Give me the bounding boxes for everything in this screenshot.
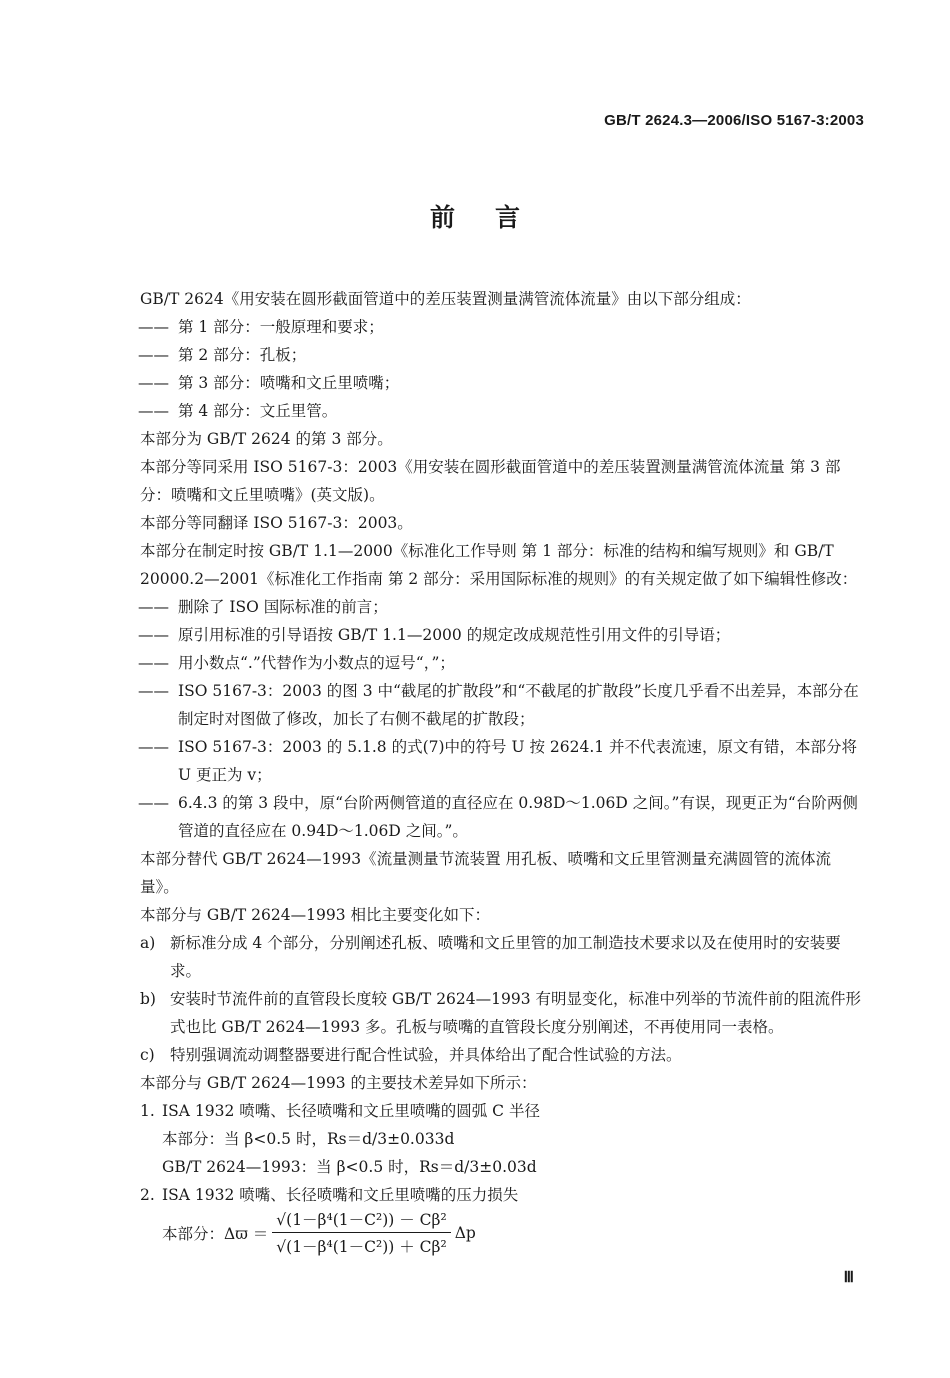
list-item: 1. ISA 1932 喷嘴、长径喷嘴和文丘里喷嘴的圆弧 C 半径 xyxy=(140,1097,865,1125)
list-item: —— 原引用标准的引导语按 GB/T 1.1—2000 的规定改成规范性引用文件的引导语； xyxy=(140,621,865,649)
paragraph: 本部分在制定时按 GB/T 1.1—2000《标准化工作导则 第 1 部分：标准的结构和编写规则》和 GB/T 20000.2—2001《标准化工作指南 第 2 部分：采用国际标准的规则》的有关规定做了如下编辑性修改： xyxy=(140,542,858,588)
list-item: 2. ISA 1932 喷嘴、长径喷嘴和文丘里喷嘴的压力损失 xyxy=(140,1181,865,1209)
dash-mark: —— xyxy=(138,626,169,644)
item-marker: 2. xyxy=(140,1186,155,1204)
formula-line: 本部分：当 β<0.5 时，Rs＝d/3±0.033d xyxy=(162,1130,455,1148)
dash-mark: —— xyxy=(138,346,169,364)
paragraph: 本部分与 GB/T 2624—1993 相比主要变化如下： xyxy=(140,906,491,924)
list-item: —— 6.4.3 的第 3 段中，原“台阶两侧管道的直径应在 0.98D～1.06D 之间。”有误，现更正为“台阶两侧管道的直径应在 0.94D～1.06D 之间。”。 xyxy=(140,789,865,845)
list-item: b) 安装时节流件前的直管段长度较 GB/T 2624—1993 有明显变化，标准中列举的节流件前的阻流件形式也比 GB/T 2624—1993 多。孔板与喷嘴的直管段长度分别阐述，不再使用同一表格。 xyxy=(140,985,865,1041)
list-item: a) 新标准分成 4 个部分，分别阐述孔板、喷嘴和文丘里管的加工制造技术要求以及在使用时的安装要求。 xyxy=(140,929,865,985)
item-marker: c) xyxy=(140,1046,155,1064)
list-item: —— 第 4 部分：文丘里管。 xyxy=(140,397,865,425)
paragraph: 本部分与 GB/T 2624—1993 的主要技术差异如下所示： xyxy=(140,1074,537,1092)
intro-paragraph: GB/T 2624《用安装在圆形截面管道中的差压装置测量满管流体流量》由以下部分组成： xyxy=(140,290,751,308)
paragraph: 本部分替代 GB/T 2624—1993《流量测量节流装置 用孔板、喷嘴和文丘里管测量充满圆管的流体流量》。 xyxy=(140,850,832,896)
item-marker: 1. xyxy=(140,1102,155,1120)
paragraph: 本部分等同采用 ISO 5167-3：2003《用安装在圆形截面管道中的差压装置测量满管流体流量 第 3 部分：喷嘴和文丘里喷嘴》(英文版)。 xyxy=(140,458,841,504)
list-item: —— 第 3 部分：喷嘴和文丘里喷嘴； xyxy=(140,369,865,397)
dash-mark: —— xyxy=(138,402,169,420)
list-item: —— 删除了 ISO 国际标准的前言； xyxy=(140,593,865,621)
paragraph: 本部分等同翻译 ISO 5167-3：2003。 xyxy=(140,514,413,532)
list-item: —— 用小数点“.”代替作为小数点的逗号“，”； xyxy=(140,649,865,677)
list-item: —— 第 1 部分：一般原理和要求； xyxy=(140,313,865,341)
item-marker: a) xyxy=(140,934,156,952)
standard-code-header: GB/T 2624.3—2006/ISO 5167-3:2003 xyxy=(604,112,864,129)
formula-fraction xyxy=(272,1208,450,1257)
dash-mark: —— xyxy=(138,598,169,616)
dash-mark: —— xyxy=(138,374,169,392)
list-item: c) 特别强调流动调整器要进行配合性试验，并具体给出了配合性试验的方法。 xyxy=(140,1041,865,1069)
foreword-body xyxy=(140,285,865,1209)
paragraph: 本部分为 GB/T 2624 的第 3 部分。 xyxy=(140,430,393,448)
formula-denominator: √(1－β⁴(1－C²)) ＋ Cβ² xyxy=(276,1238,447,1256)
dash-mark: —— xyxy=(138,318,169,336)
dash-mark: —— xyxy=(138,654,169,672)
list-item: —— ISO 5167-3：2003 的图 3 中“截尾的扩散段”和“不截尾的扩散段”长度几乎看不出差异，本部分在制定时对图做了修改，加长了右侧不截尾的扩散段； xyxy=(140,677,865,733)
dash-mark: —— xyxy=(138,794,169,812)
list-item: —— 第 2 部分：孔板； xyxy=(140,341,865,369)
item-marker: b) xyxy=(140,990,156,1008)
formula-line: GB/T 2624—1993：当 β<0.5 时，Rs＝d/3±0.03d xyxy=(162,1158,537,1176)
formula-label: 本部分：Δϖ ＝ xyxy=(162,1224,269,1243)
formula-tail: Δp xyxy=(454,1223,476,1242)
dash-mark: —— xyxy=(138,682,169,700)
page-title: 前言 xyxy=(429,203,560,232)
page-number: Ⅲ xyxy=(843,1270,854,1286)
dash-mark: —— xyxy=(138,738,169,756)
formula-numerator: √(1－β⁴(1－C²)) － Cβ² xyxy=(272,1208,450,1233)
pressure-loss-formula xyxy=(162,1208,476,1257)
list-item: —— ISO 5167-3：2003 的 5.1.8 的式(7)中的符号 U 按 2624.1 并不代表流速，原文有错，本部分将 U 更正为 v； xyxy=(140,733,865,789)
